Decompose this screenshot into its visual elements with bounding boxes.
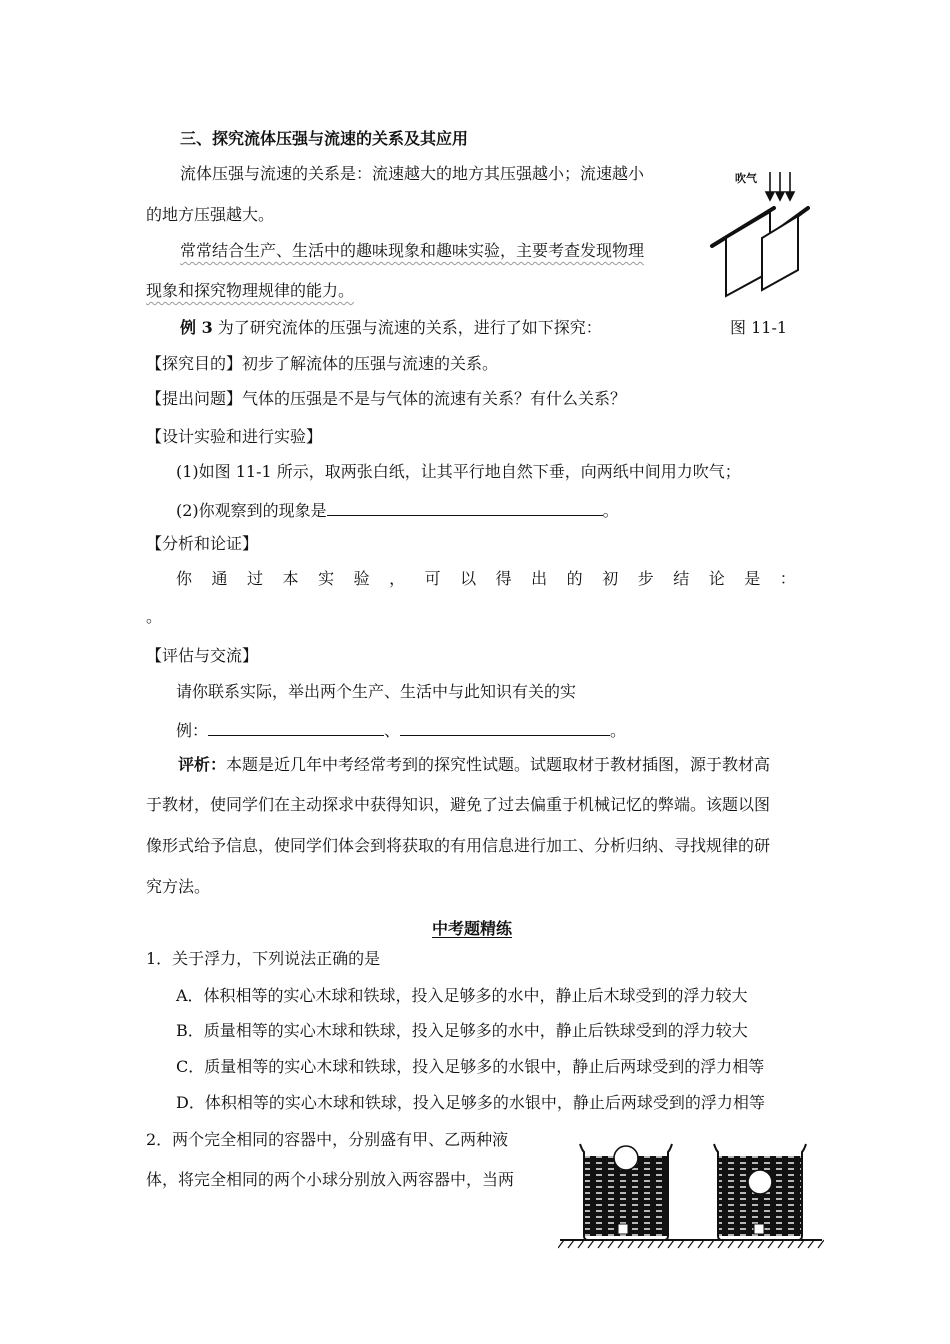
conclusion-end: 。 [146, 607, 163, 626]
conclusion-char: 验 [353, 569, 370, 588]
section-heading: 三、探究流体压强与流速的关系及其应用 [180, 129, 469, 148]
analysis-line: 究方法。 [146, 877, 211, 896]
evaluate-separator: 、 [384, 721, 401, 740]
conclusion-char: ， [389, 569, 406, 588]
conclusion-char: 步 [637, 569, 654, 588]
conclusion-char: 过 [247, 569, 264, 588]
conclusion-char: 结 [673, 569, 690, 588]
evaluate-prefix: 例： [176, 721, 209, 740]
option-d: D．体积相等的实心木球和铁球，投入足够多的水银中，静止后两球受到的浮力相等 [176, 1093, 765, 1112]
conclusion-char: 你 [176, 569, 193, 588]
conclusion-char: 出 [531, 569, 548, 588]
option-c: C．质量相等的实心木球和铁球，投入足够多的水银中，静止后两球受到的浮力相等 [176, 1057, 765, 1076]
evaluate-heading: 【评估与交流】 [146, 646, 259, 665]
paragraph-line: 流体压强与流速的关系是：流速越大的地方其压强越小；流速越小 [180, 164, 645, 183]
option-a: A．体积相等的实心木球和铁球，投入足够多的水中，静止后木球受到的浮力较大 [176, 986, 748, 1005]
analysis-text: 本题是近几年中考经常考到的探究性试题。试题取材于教材插图，源于教材高 [226, 755, 771, 774]
example-lead [180, 320, 602, 336]
question-1: 1．关于浮力，下列说法正确的是 [146, 949, 381, 968]
conclusion-char: 以 [460, 569, 477, 588]
analysis-line [178, 757, 770, 773]
paper-blow-figure [700, 168, 820, 304]
evaluate-answers [176, 719, 626, 739]
conclusion-char: 得 [495, 569, 512, 588]
paragraph-line: 常常结合生产、生活中的趣味现象和趣味实验，主要考查发现物理 [180, 241, 645, 260]
purpose-line: 【探究目的】初步了解流体的压强与流速的关系。 [146, 354, 499, 373]
question-line: 【提出问题】气体的压强是不是与气体的流速有关系？有什么关系？ [146, 389, 627, 408]
paragraph-line: 的地方压强越大。 [146, 205, 275, 224]
answer-blank-phenomenon[interactable] [327, 499, 603, 516]
analysis-label: 评析： [178, 755, 227, 774]
design-heading: 【设计实验和进行实验】 [146, 427, 323, 446]
evaluate-line: 请你联系实际，举出两个生产、生活中与此知识有关的实 [176, 682, 577, 701]
conclusion-line [176, 571, 796, 587]
conclusion-char: 可 [424, 569, 441, 588]
practice-title: 中考题精练 [432, 919, 513, 938]
conclusion-char: ： [779, 569, 796, 588]
conclusion-char: 通 [211, 569, 228, 588]
step-2-suffix: 。 [602, 501, 619, 520]
analysis-line: 像形式给予信息，使同学们体会到将获取的有用信息进行加工、分析归纳、寻找规律的研 [146, 836, 771, 855]
figure-caption: 图 11-1 [730, 318, 788, 337]
figure-label-blow: 吹气 [735, 172, 757, 185]
question-2-line: 体，将完全相同的两个小球分别放入两容器中，当两 [146, 1170, 515, 1189]
step-1: (1)如图 11-1 所示，取两张白纸，让其平行地自然下垂，向两纸中间用力吹气； [176, 462, 741, 481]
question-2-line: 2．两个完全相同的容器中，分别盛有甲、乙两种液 [146, 1130, 509, 1149]
example-number: 例 3 [180, 318, 213, 337]
answer-blank-example-2[interactable] [400, 719, 610, 736]
paragraph-line: 现象和探究物理规律的能力。 [146, 281, 355, 300]
analysis-heading: 【分析和论证】 [146, 534, 259, 553]
answer-blank-example-1[interactable] [208, 719, 384, 736]
conclusion-char: 初 [602, 569, 619, 588]
conclusion-char: 论 [708, 569, 725, 588]
conclusion-char: 本 [282, 569, 299, 588]
step-2 [176, 499, 619, 519]
conclusion-char: 实 [318, 569, 335, 588]
conclusion-char: 是 [744, 569, 761, 588]
option-b: B．质量相等的实心木球和铁球，投入足够多的水中，静止后铁球受到的浮力较大 [176, 1021, 748, 1040]
beakers-figure [558, 1130, 824, 1256]
step-2-prefix: (2)你观察到的现象是 [176, 501, 327, 520]
analysis-line: 于教材，使同学们在主动探求中获得知识，避免了过去偏重于机械记忆的弊端。该题以图 [146, 795, 771, 814]
evaluate-end: 。 [610, 721, 627, 740]
example-lead-text: 为了研究流体的压强与流速的关系，进行了如下探究： [212, 318, 602, 337]
conclusion-char: 的 [566, 569, 583, 588]
